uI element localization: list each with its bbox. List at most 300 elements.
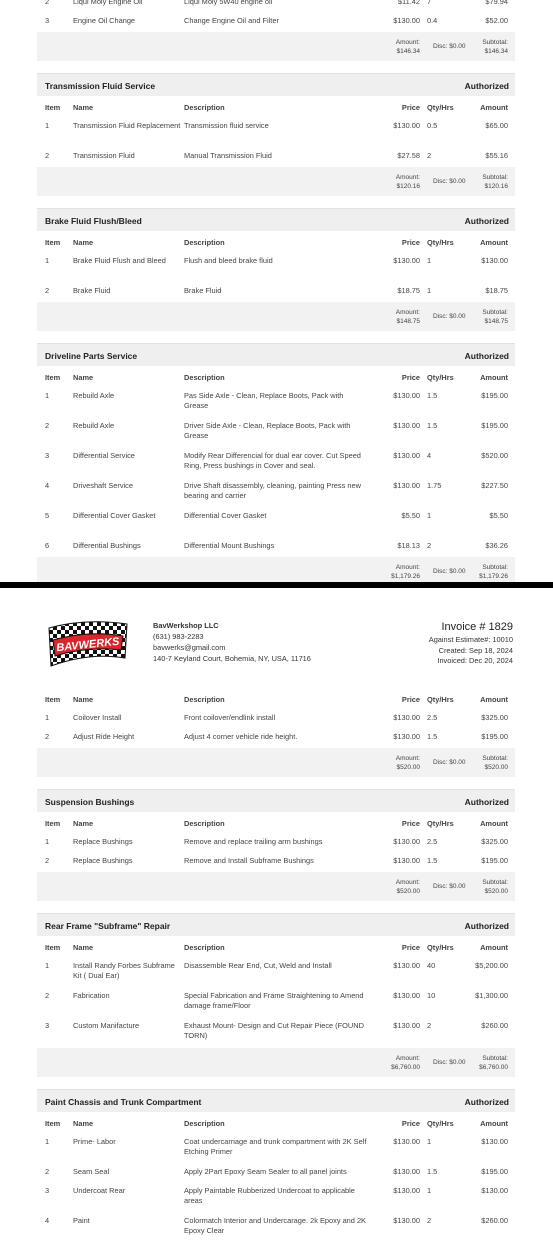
cell-item: 1	[45, 1137, 50, 1146]
column-header-name: Name	[73, 695, 94, 704]
cell-item: 4	[45, 481, 50, 490]
cell-item: 2	[45, 856, 50, 865]
column-header-qty: Qty/Hrs	[427, 373, 454, 382]
cell-name: Replace Bushings	[73, 856, 133, 865]
cell-price: $130.00	[393, 1167, 420, 1176]
cell-name: Undercoat Rear	[73, 1186, 126, 1195]
cell-item: 4	[45, 1216, 50, 1225]
cell-qty: 2.5	[427, 713, 438, 722]
section-status: Authorized	[464, 1097, 509, 1107]
amount-label: Amount:	[395, 39, 420, 46]
cell-item: 2	[45, 1167, 50, 1176]
cell-amount: $260.00	[481, 1021, 508, 1030]
cell-item: 6	[45, 541, 50, 550]
cell-price: $130.00	[393, 121, 420, 130]
amount-total	[396, 38, 420, 56]
cell-desc: Coat undercarriage and trunk compartment with 2K Self Etching Primer	[184, 1137, 367, 1156]
cell-item: 5	[45, 511, 50, 520]
table-row	[37, 958, 515, 988]
section-totals	[37, 748, 515, 777]
column-header-item: Item	[45, 943, 61, 952]
cell-name: Coilover Install	[73, 713, 122, 722]
column-header-price: Price	[401, 373, 420, 382]
cell-price: $130.00	[393, 837, 420, 846]
section-status: Authorized	[464, 81, 509, 91]
cell-price: $130.00	[393, 991, 420, 1000]
column-header-price: Price	[401, 1119, 420, 1128]
cell-amount: $227.50	[481, 481, 508, 490]
cell-name: Transmission Fluid Replacement	[73, 121, 181, 130]
column-header-item: Item	[45, 819, 61, 828]
cell-amount: $52.00	[485, 16, 508, 25]
column-header-desc: Description	[184, 1119, 225, 1128]
cell-item: 1	[45, 256, 50, 265]
section-header	[37, 343, 515, 366]
spacer	[37, 61, 515, 73]
invoice-info	[429, 620, 513, 667]
invoice-page-1	[0, 0, 553, 582]
section-totals	[37, 872, 515, 901]
column-header-amount: Amount	[480, 819, 508, 828]
cell-amount: $5,200.00	[475, 961, 508, 970]
section-status: Authorized	[464, 797, 509, 807]
cell-qty: 1.5	[427, 391, 438, 400]
cell-desc: Front coilover/endlink install	[184, 713, 276, 722]
column-header-amount: Amount	[480, 238, 508, 247]
amount-label: Amount:	[395, 564, 420, 571]
section-header	[37, 789, 515, 812]
cell-name: Install Randy Forbes Subframe Kit ( Dual Ear)	[73, 961, 175, 980]
invoice-header	[37, 588, 515, 688]
column-header-item: Item	[45, 1119, 61, 1128]
cell-qty: 0.5	[427, 121, 438, 130]
column-headers	[37, 936, 515, 958]
table-row	[37, 834, 515, 853]
table-row	[37, 448, 515, 478]
cell-amount: $1,300.00	[475, 991, 508, 1000]
cell-price: $27.58	[397, 151, 420, 160]
cell-amount: $5.50	[489, 511, 508, 520]
column-header-item: Item	[45, 695, 61, 704]
subtotal-label: Subtotal:	[482, 39, 508, 46]
cell-qty: 1	[427, 1137, 432, 1146]
discount: Disc: $0.00	[433, 178, 466, 185]
section-status: Authorized	[464, 921, 509, 931]
cell-desc: Pas Side Axle - Clean, Replace Boots, Pack with Grease	[184, 391, 344, 410]
section-name: Transmission Fluid Service	[45, 81, 156, 91]
amount-label: Amount:	[395, 879, 420, 886]
amount-value: $1,179.26	[391, 573, 420, 580]
column-header-price: Price	[401, 695, 420, 704]
cell-amount: $520.00	[481, 451, 508, 460]
column-header-item: Item	[45, 373, 61, 382]
spacer	[37, 901, 515, 913]
cell-price: $18.75	[397, 286, 420, 295]
page1-content	[37, 0, 515, 621]
subtotal	[482, 754, 508, 772]
cell-amount: $55.16	[485, 151, 508, 160]
column-headers	[37, 1112, 515, 1134]
cell-qty: 4	[427, 451, 432, 460]
shop-address: 140-7 Keyland Court, Bohemia, NY, USA, 11716	[153, 654, 311, 663]
cell-name: Rebuild Axle	[73, 421, 115, 430]
subtotal-label: Subtotal:	[482, 174, 508, 181]
amount-total	[391, 1054, 420, 1072]
table-row	[37, 478, 515, 508]
table-row	[37, 1164, 515, 1183]
column-headers	[37, 688, 515, 710]
subtotal-value: $6,760.00	[479, 1064, 508, 1071]
bavwerks-logo	[45, 618, 131, 672]
section-totals	[37, 302, 515, 331]
cell-name: Prime- Labor	[73, 1137, 116, 1146]
cell-desc: Special Fabrication and Frame Straightening to Amend damage frame/Floor	[184, 991, 364, 1010]
cell-price: $18.13	[397, 541, 420, 550]
column-header-qty: Qty/Hrs	[427, 1119, 454, 1128]
cell-name: Custom Manifacture	[73, 1021, 140, 1030]
cell-qty: 0.4	[427, 16, 438, 25]
column-header-desc: Description	[184, 695, 225, 704]
cell-desc: Differential Mount Bushings	[184, 541, 275, 550]
cell-item: 1	[45, 713, 50, 722]
subtotal-label: Subtotal:	[482, 564, 508, 571]
subtotal-value: $520.00	[484, 888, 508, 895]
subtotal-value: $1,179.26	[479, 573, 508, 580]
subtotal-label: Subtotal:	[482, 879, 508, 886]
column-header-amount: Amount	[480, 1119, 508, 1128]
discount: Disc: $0.00	[433, 1059, 466, 1066]
amount-value: $520.00	[396, 764, 420, 771]
cell-qty: 1.5	[427, 421, 438, 430]
cell-qty: 2	[427, 1021, 432, 1030]
spacer	[37, 196, 515, 208]
amount-label: Amount:	[395, 1055, 420, 1062]
cell-qty: 7	[427, 0, 432, 6]
column-header-desc: Description	[184, 819, 225, 828]
table-row	[37, 253, 515, 283]
column-header-qty: Qty/Hrs	[427, 103, 454, 112]
section-status: Authorized	[464, 351, 509, 361]
cell-item: 2	[45, 991, 50, 1000]
cell-amount: $130.00	[481, 1186, 508, 1195]
cell-desc: Driver Side Axle - Clean, Replace Boots, Pack with Grease	[184, 421, 351, 440]
cell-name: Differential Service	[73, 451, 135, 460]
table-row	[37, 388, 515, 418]
cell-price: $130.00	[393, 391, 420, 400]
discount: Disc: $0.00	[433, 568, 466, 575]
section-totals	[37, 167, 515, 196]
cell-item: 3	[45, 1186, 50, 1195]
shop-phone: (631) 983-2283	[153, 632, 204, 641]
column-header-qty: Qty/Hrs	[427, 943, 454, 952]
cell-amount: $195.00	[481, 1167, 508, 1176]
table-row	[37, 1183, 515, 1213]
section-name: Paint Chassis and Trunk Compartment	[45, 1097, 202, 1107]
column-header-desc: Description	[184, 238, 225, 247]
cell-qty: 1.5	[427, 1167, 438, 1176]
invoice-number: Invoice # 1829	[441, 621, 513, 633]
cell-item: 1	[45, 121, 50, 130]
cell-amount: $195.00	[481, 421, 508, 430]
cell-desc: Remove and Install Subframe Bushings	[184, 856, 314, 865]
cell-price: $130.00	[393, 732, 420, 741]
column-header-price: Price	[401, 103, 420, 112]
section-name: Driveline Parts Service	[45, 351, 138, 361]
subtotal	[482, 38, 508, 56]
spacer	[37, 331, 515, 343]
table-row	[37, 729, 515, 748]
cell-name: Liqui Moly Engine Oil	[73, 0, 143, 6]
subtotal	[479, 1054, 508, 1072]
cell-price: $130.00	[393, 1216, 420, 1225]
subtotal-value: $148.75	[484, 318, 508, 325]
column-headers	[37, 812, 515, 834]
cell-item: 3	[45, 1021, 50, 1030]
section-header	[37, 208, 515, 231]
cell-name: Paint	[73, 1216, 90, 1225]
cell-amount: $18.75	[485, 286, 508, 295]
cell-price: $11.42	[397, 0, 420, 6]
cell-qty: 1	[427, 286, 432, 295]
amount-total	[391, 563, 420, 581]
column-header-amount: Amount	[480, 373, 508, 382]
cell-name: Adjust Ride Height	[73, 732, 135, 741]
cell-desc: Exhaust Mount- Design and Cut Repair Piece (FOUND TORN)	[184, 1021, 364, 1040]
column-header-name: Name	[73, 238, 94, 247]
section-header	[37, 73, 515, 96]
shop-name: BavWerkshop LLC	[153, 621, 219, 630]
cell-price: $130.00	[393, 713, 420, 722]
column-header-price: Price	[401, 819, 420, 828]
subtotal	[482, 878, 508, 896]
column-header-qty: Qty/Hrs	[427, 819, 454, 828]
cell-name: Driveshaft Service	[73, 481, 133, 490]
column-header-name: Name	[73, 819, 94, 828]
cell-qty: 1	[427, 511, 432, 520]
cell-qty: 2.5	[427, 837, 438, 846]
cell-desc: Remove and replace trailing arm bushings	[184, 837, 323, 846]
table-row	[37, 538, 515, 557]
page2-content	[37, 588, 515, 1243]
section-status: Authorized	[464, 216, 509, 226]
cell-amount: $79.94	[485, 0, 508, 6]
subtotal	[482, 308, 508, 326]
cell-item: 3	[45, 451, 50, 460]
cell-amount: $65.00	[485, 121, 508, 130]
cell-qty: 1.5	[427, 856, 438, 865]
amount-value: $120.16	[396, 183, 420, 190]
cell-desc: Adjust 4 corner vehicle ride height.	[184, 732, 298, 741]
cell-amount: $195.00	[481, 391, 508, 400]
amount-total	[396, 878, 420, 896]
cell-name: Replace Bushings	[73, 837, 133, 846]
cell-qty: 40	[427, 961, 436, 970]
cell-price: $130.00	[393, 1021, 420, 1030]
table-row	[37, 283, 515, 302]
cell-desc: Colormatch Interior and Undercarage. 2k Epoxy and 2K Epoxy Clear	[184, 1216, 366, 1235]
cell-amount: $36.26	[485, 541, 508, 550]
table-row	[37, 710, 515, 729]
section-totals	[37, 1048, 515, 1077]
cell-qty: 1.75	[427, 481, 442, 490]
cell-desc: Modify Rear Differencial for dual ear cover. Cut Speed Ring, Press bushings in Cover and seal.	[184, 451, 361, 470]
section-header	[37, 913, 515, 936]
column-header-amount: Amount	[480, 943, 508, 952]
created-date: Created: Sep 18, 2024	[438, 645, 513, 655]
cell-name: Brake Fluid	[73, 286, 111, 295]
column-header-desc: Description	[184, 373, 225, 382]
amount-total	[396, 754, 420, 772]
table-row	[37, 988, 515, 1018]
table-row	[37, 1213, 515, 1243]
cell-qty: 1	[427, 1186, 432, 1195]
subtotal-label: Subtotal:	[482, 755, 508, 762]
cell-price: $130.00	[393, 961, 420, 970]
section-header	[37, 1089, 515, 1112]
cell-amount: $325.00	[481, 837, 508, 846]
spacer	[37, 1077, 515, 1089]
cell-qty: 2	[427, 541, 432, 550]
column-header-price: Price	[401, 238, 420, 247]
cell-item: 2	[45, 0, 50, 6]
cell-name: Brake Fluid Flush and Bleed	[73, 256, 166, 265]
subtotal-value: $120.16	[484, 183, 508, 190]
cell-item: 1	[45, 961, 50, 970]
cell-amount: $260.00	[481, 1216, 508, 1225]
cell-price: $5.50	[401, 511, 420, 520]
cell-qty: 2	[427, 1216, 432, 1225]
cell-item: 1	[45, 837, 50, 846]
cell-price: $130.00	[393, 16, 420, 25]
cell-amount: $195.00	[481, 856, 508, 865]
column-header-amount: Amount	[480, 695, 508, 704]
discount: Disc: $0.00	[433, 883, 466, 890]
column-header-qty: Qty/Hrs	[427, 238, 454, 247]
cell-price: $130.00	[393, 451, 420, 460]
cell-item: 2	[45, 151, 50, 160]
cell-price: $130.00	[393, 856, 420, 865]
discount: Disc: $0.00	[433, 759, 466, 766]
cell-name: Engine Oil Change	[73, 16, 136, 25]
table-row	[37, 1134, 515, 1164]
amount-label: Amount:	[395, 755, 420, 762]
column-header-desc: Description	[184, 103, 225, 112]
column-headers	[37, 96, 515, 118]
invoice-page-2	[0, 588, 553, 1235]
column-headers	[37, 366, 515, 388]
invoiced-date: Invoiced: Dec 20, 2024	[437, 656, 513, 665]
estimate-ref: Against Estimate#: 10010	[428, 635, 513, 644]
cell-desc: Change Engine Oil and Filter	[184, 16, 279, 25]
cell-desc: Transmission fluid service	[184, 121, 269, 130]
amount-total	[396, 173, 420, 191]
section-name: Suspension Bushings	[45, 797, 135, 807]
table-row	[37, 118, 515, 148]
amount-label: Amount:	[395, 309, 420, 316]
column-header-desc: Description	[184, 943, 225, 952]
cell-qty: 1	[427, 256, 432, 265]
amount-value: $148.75	[396, 318, 420, 325]
table-row	[37, 0, 515, 13]
shop-info	[153, 620, 311, 664]
cell-price: $130.00	[393, 1186, 420, 1195]
cell-qty: 1.5	[427, 732, 438, 741]
shop-email: bavwerks@gmail.com	[153, 643, 226, 652]
spacer	[37, 777, 515, 789]
cell-name: Seam Seal	[73, 1167, 110, 1176]
cell-name: Rebuild Axle	[73, 391, 115, 400]
cell-item: 3	[45, 16, 50, 25]
cell-desc: Disassemble Rear End, Cut, Weld and Install	[184, 961, 332, 970]
cell-desc: Apply 2Part Epoxy Seam Sealer to all panel joints	[184, 1167, 347, 1176]
amount-value: $146.34	[396, 48, 420, 55]
cell-qty: 2	[427, 151, 432, 160]
cell-price: $130.00	[393, 256, 420, 265]
column-header-item: Item	[45, 238, 61, 247]
table-row	[37, 148, 515, 167]
column-header-name: Name	[73, 1119, 94, 1128]
cell-desc: Flush and bleed brake fluid	[184, 256, 273, 265]
subtotal-value: $520.00	[484, 764, 508, 771]
subtotal-label: Subtotal:	[482, 1055, 508, 1062]
cell-amount: $130.00	[481, 256, 508, 265]
section-name: Rear Frame "Subframe" Repair	[45, 921, 171, 931]
discount: Disc: $0.00	[433, 313, 466, 320]
cell-desc: Liqui Moly 5W40 engine oil	[184, 0, 273, 6]
amount-total	[396, 308, 420, 326]
amount-label: Amount:	[395, 174, 420, 181]
column-headers	[37, 231, 515, 253]
cell-price: $130.00	[393, 1137, 420, 1146]
cell-amount: $195.00	[481, 732, 508, 741]
cell-item: 2	[45, 732, 50, 741]
page2-sections	[37, 688, 515, 1243]
discount: Disc: $0.00	[433, 43, 466, 50]
amount-value: $6,760.00	[391, 1064, 420, 1071]
cell-name: Differential Cover Gasket	[73, 511, 156, 520]
table-row	[37, 508, 515, 538]
section-name: Brake Fluid Flush/Bleed	[45, 216, 142, 226]
column-header-amount: Amount	[480, 103, 508, 112]
column-header-name: Name	[73, 943, 94, 952]
svg-text:BAVWERKS: BAVWERKS	[55, 635, 121, 655]
cell-desc: Differential Cover Gasket	[184, 511, 267, 520]
column-header-price: Price	[401, 943, 420, 952]
cell-price: $130.00	[393, 421, 420, 430]
section-totals	[37, 32, 515, 61]
subtotal-label: Subtotal:	[482, 309, 508, 316]
cell-item: 2	[45, 286, 50, 295]
table-row	[37, 853, 515, 872]
table-row	[37, 418, 515, 448]
cell-desc: Manual Transmission Fluid	[184, 151, 272, 160]
column-header-qty: Qty/Hrs	[427, 695, 454, 704]
cell-item: 2	[45, 421, 50, 430]
cell-name: Differential Bushings	[73, 541, 141, 550]
cell-amount: $325.00	[481, 713, 508, 722]
subtotal	[479, 563, 508, 581]
cell-name: Fabrication	[73, 991, 110, 1000]
cell-amount: $130.00	[481, 1137, 508, 1146]
cell-desc: Apply Paintable Rubberized Undercoat to applicable areas	[184, 1186, 355, 1205]
subtotal-value: $146.34	[484, 48, 508, 55]
cell-desc: Brake Fluid	[184, 286, 222, 295]
column-header-item: Item	[45, 103, 61, 112]
table-row	[37, 13, 515, 32]
cell-qty: 10	[427, 991, 436, 1000]
cell-name: Transmission Fluid	[73, 151, 135, 160]
column-header-name: Name	[73, 373, 94, 382]
